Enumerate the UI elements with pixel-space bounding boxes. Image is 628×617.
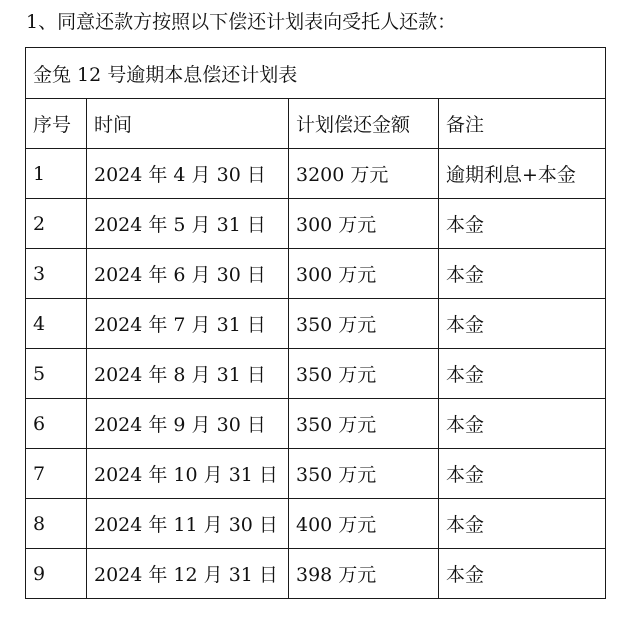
row-no-cell: 1: [26, 149, 87, 199]
row-note-cell: 本金: [439, 299, 606, 349]
row-no-cell: 3: [26, 249, 87, 299]
repayment-schedule-table: [25, 47, 606, 599]
table-row: [26, 249, 606, 299]
table-row: [26, 149, 606, 199]
row-date-cell: 2024 年 7 月 31 日: [87, 299, 289, 349]
row-date-cell: 2024 年 10 月 31 日: [87, 449, 289, 499]
table-row: [26, 349, 606, 399]
row-date-cell: 2024 年 11 月 30 日: [87, 499, 289, 549]
table-row: [26, 199, 606, 249]
row-amount-cell: 400 万元: [289, 499, 439, 549]
column-header-note: 备注: [439, 99, 606, 149]
row-no-cell: 8: [26, 499, 87, 549]
row-date-cell: 2024 年 6 月 30 日: [87, 249, 289, 299]
row-amount-cell: 350 万元: [289, 399, 439, 449]
row-no-cell: 4: [26, 299, 87, 349]
section-heading: 1、同意还款方按照以下偿还计划表向受托人还款：: [26, 11, 457, 33]
row-amount-cell: 300 万元: [289, 249, 439, 299]
table-caption-row: [26, 48, 606, 99]
row-no-cell: 2: [26, 199, 87, 249]
row-date-cell: 2024 年 5 月 31 日: [87, 199, 289, 249]
table-row: [26, 449, 606, 499]
table-row: [26, 549, 606, 599]
row-note-cell: 逾期利息+本金: [439, 149, 606, 199]
row-amount-cell: 300 万元: [289, 199, 439, 249]
row-amount-cell: 350 万元: [289, 349, 439, 399]
row-no-cell: 7: [26, 449, 87, 499]
row-amount-cell: 350 万元: [289, 299, 439, 349]
row-no-cell: 6: [26, 399, 87, 449]
row-date-cell: 2024 年 12 月 31 日: [87, 549, 289, 599]
table-header-row: [26, 99, 606, 149]
row-no-cell: 9: [26, 549, 87, 599]
row-note-cell: 本金: [439, 549, 606, 599]
row-note-cell: 本金: [439, 199, 606, 249]
table-row: [26, 399, 606, 449]
row-note-cell: 本金: [439, 249, 606, 299]
table-row: [26, 299, 606, 349]
table-row: [26, 499, 606, 549]
column-header-no: 序号: [26, 99, 87, 149]
row-note-cell: 本金: [439, 399, 606, 449]
row-date-cell: 2024 年 8 月 31 日: [87, 349, 289, 399]
row-note-cell: 本金: [439, 499, 606, 549]
table-caption: 金兔 12 号逾期本息偿还计划表: [26, 48, 606, 99]
column-header-amount: 计划偿还金额: [289, 99, 439, 149]
row-note-cell: 本金: [439, 449, 606, 499]
row-amount-cell: 398 万元: [289, 549, 439, 599]
row-amount-cell: 350 万元: [289, 449, 439, 499]
row-note-cell: 本金: [439, 349, 606, 399]
row-no-cell: 5: [26, 349, 87, 399]
row-date-cell: 2024 年 9 月 30 日: [87, 399, 289, 449]
row-amount-cell: 3200 万元: [289, 149, 439, 199]
row-date-cell: 2024 年 4 月 30 日: [87, 149, 289, 199]
column-header-date: 时间: [87, 99, 289, 149]
